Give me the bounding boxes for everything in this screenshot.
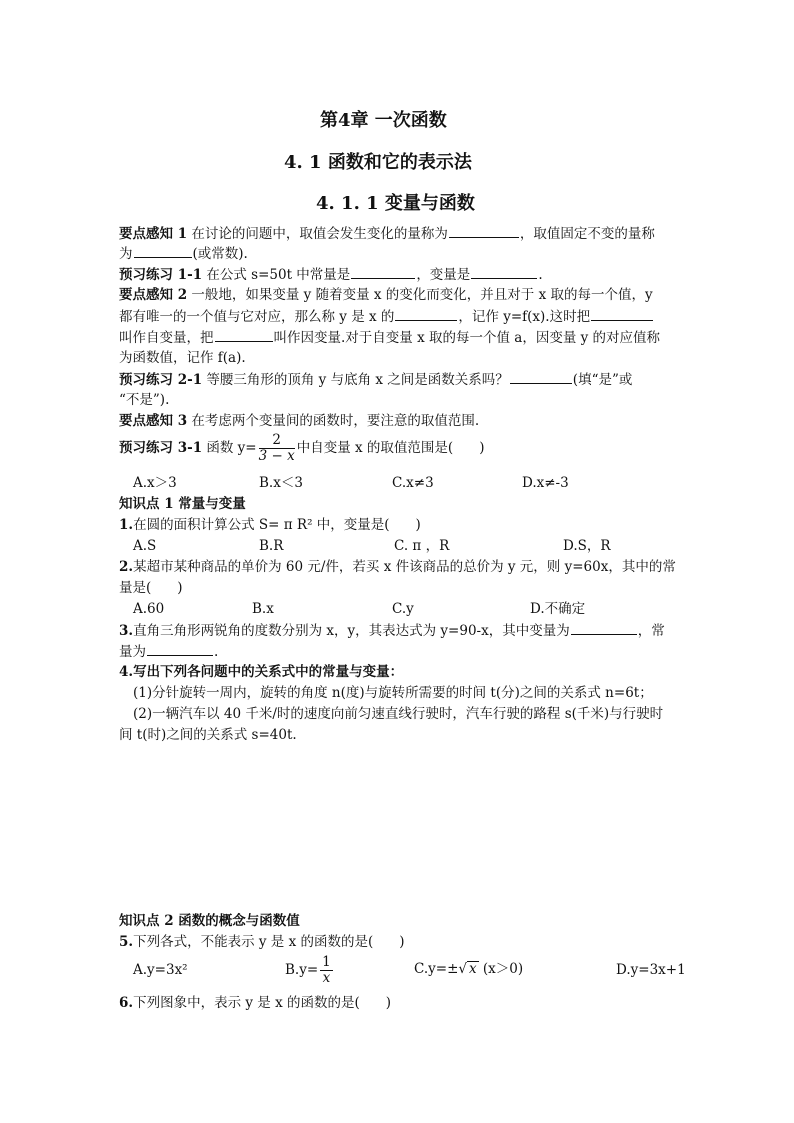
point1-line1: 要点感知 1 在讨论的问题中，取值会发生变化的量称为 ，取值固定不变的量称 — [119, 226, 655, 242]
option-a[interactable]: A.60 — [133, 601, 165, 617]
practice-tag: 预习练习 3-1 — [119, 440, 203, 456]
answer-blank[interactable] — [215, 328, 273, 342]
question-2-line2: 量是( ) — [119, 580, 183, 596]
answer-blank[interactable] — [510, 370, 572, 384]
answer-blank[interactable] — [147, 642, 213, 656]
option-d[interactable]: D.不确定 — [530, 601, 586, 617]
point3-tag: 要点感知 3 — [119, 413, 188, 429]
option-c[interactable]: C.y — [392, 601, 414, 617]
practice-2-1-line2: “不是”). — [119, 392, 170, 408]
knowledge-point-1: 知识点 1 常量与变量 — [119, 496, 246, 512]
practice-tag: 预习练习 2-1 — [119, 372, 203, 388]
practice-1-1: 预习练习 1-1 在公式 s=50t 中常量是 ，变量是 . — [119, 267, 543, 283]
option-d[interactable]: D.y=3x+1 — [616, 962, 686, 978]
answer-blank[interactable] — [395, 307, 457, 321]
question-3-line1: 3.直角三角形两锐角的度数分别为 x，y，其表达式为 y=90-x，其中变量为 ，常 — [119, 623, 665, 639]
point2-line2: 都有唯一的一个值与它对应，那么称 y 是 x 的 ，记作 y=f(x).这时把 — [119, 307, 654, 326]
option-c[interactable]: C.x≠3 — [392, 475, 434, 491]
option-a[interactable]: A.S — [133, 538, 157, 554]
point2-line4: 为函数值，记作 f(a). — [119, 350, 246, 366]
option-b[interactable]: B.x — [252, 601, 274, 617]
question-4: 4.写出下列各问题中的关系式中的常量与变量： — [119, 664, 404, 680]
option-c[interactable]: C.y=±√ x (x＞0) — [414, 961, 524, 977]
practice-2-1-line1: 预习练习 2-1 等腰三角形的顶角 y 与底角 x 之间是函数关系吗？ (填“是”或 — [119, 372, 633, 388]
option-d[interactable]: D.x≠-3 — [522, 475, 569, 491]
answer-blank[interactable] — [471, 265, 537, 279]
question-4-sub1: (1)分针旋转一周内，旋转的角度 n(度)与旋转所需要的时间 t(分)之间的关系式 n=6t； — [133, 685, 653, 701]
fraction: $\frac{1}{x}$ — [322, 954, 331, 986]
practice-tag: 预习练习 1-1 — [119, 267, 203, 283]
point2-tag: 要点感知 2 — [119, 287, 188, 303]
option-b[interactable]: B.y= $\frac{1}{x}$ — [285, 954, 331, 986]
point2-line3: 叫作自变量，把 叫作因变量.对于自变量 x 取的每一个值 a，因变量 y 的对应值称 — [119, 330, 661, 346]
sqrt-icon: √ — [458, 961, 467, 977]
question-1: 1.在圆的面积计算公式 S= π R² 中，变量是( ) — [119, 517, 421, 533]
practice-3-1: 预习练习 3-1 函数 y= $\frac{2}{3 - x}$ 中自变量 x 的取值范围是( ) — [119, 432, 485, 464]
option-b[interactable]: B.R — [259, 538, 284, 554]
answer-blank[interactable] — [449, 224, 519, 238]
option-a[interactable]: A.y=3x² — [133, 962, 188, 978]
point1-tag: 要点感知 1 — [119, 226, 188, 242]
question-3-line2: 量为 . — [119, 644, 219, 660]
answer-blank[interactable] — [591, 307, 653, 321]
answer-blank[interactable] — [351, 265, 415, 279]
question-4-sub2-cont: 间 t(时)之间的关系式 s=40t. — [119, 727, 297, 743]
option-d[interactable]: D.S，R — [563, 538, 611, 554]
chapter-title: 第4章 一次函数 — [320, 110, 447, 131]
option-a[interactable]: A.x＞3 — [133, 475, 177, 491]
point2-line1: 要点感知 2 一般地，如果变量 y 随着变量 x 的变化而变化，并且对于 x 取的每一个值，y — [119, 287, 653, 303]
section-title: 4. 1 函数和它的表示法 — [284, 152, 472, 173]
question-5: 5.下列各式，不能表示 y 是 x 的函数的是( ) — [119, 934, 405, 950]
point1-line2: 为 (或常数). — [119, 246, 248, 262]
answer-blank[interactable] — [134, 244, 192, 258]
subsection-title: 4. 1. 1 变量与函数 — [316, 193, 475, 214]
knowledge-point-2: 知识点 2 函数的概念与函数值 — [119, 913, 300, 929]
option-c[interactable]: C. π ，R — [394, 538, 450, 554]
answer-blank[interactable] — [571, 621, 637, 635]
point3: 要点感知 3 在考虑两个变量间的函数时，要注意的取值范围. — [119, 413, 480, 429]
question-6: 6.下列图象中，表示 y 是 x 的函数的是( ) — [119, 995, 392, 1011]
fraction: $\frac{2}{3 - x}$ — [258, 432, 295, 464]
question-4-sub2: (2)一辆汽车以 40 千米/时的速度向前匀速直线行驶时，汽车行驶的路程 s(千米)与行驶时 — [133, 706, 664, 722]
question-2-line1: 2.某超市某种商品的单价为 60 元/件，若买 x 件该商品的总价为 y 元，则 y=60x，其中的常 — [119, 559, 676, 575]
option-b[interactable]: B.x＜3 — [259, 475, 303, 491]
